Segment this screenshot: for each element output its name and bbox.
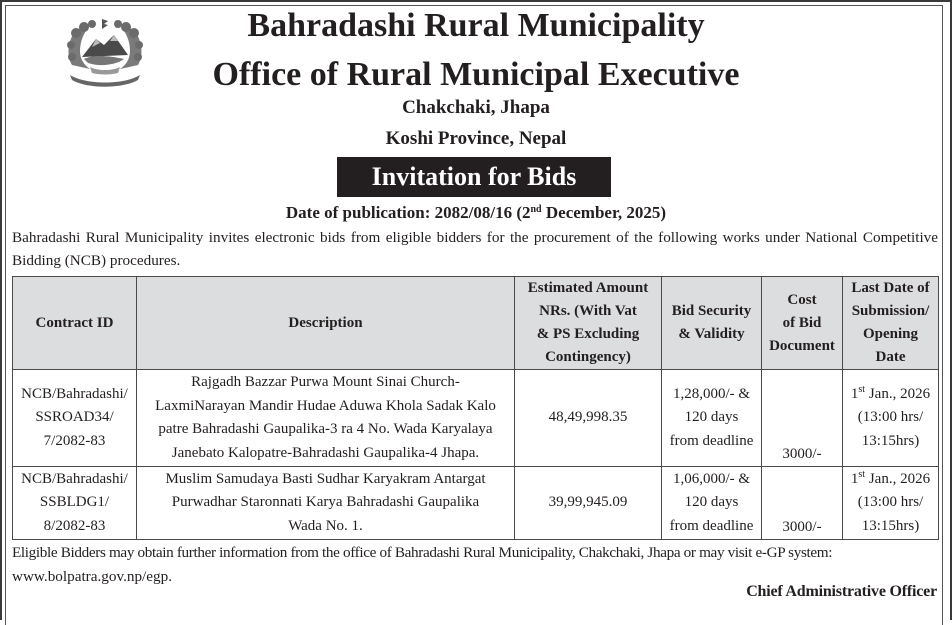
date-day: 1: [850, 470, 859, 487]
header-line: Cost: [787, 291, 817, 308]
cell-last-date: [843, 370, 939, 467]
cell-line: LaxmiNarayan Mandir Hudae Aduwa Khola Sadak Kalo: [155, 397, 496, 414]
bids-table: [12, 276, 939, 540]
cell-line: from deadline: [669, 432, 754, 449]
cell-cost: 3000/-: [762, 467, 843, 540]
cell-bid-security: [662, 467, 762, 540]
header-cost-of-bid-document: [762, 277, 843, 370]
header-line: Contingency): [545, 349, 631, 365]
cell-line: 13:15hrs): [861, 517, 920, 534]
cell-line: patre Bahradashi Gaupalika-3 ra 4 No. Wada Karyalaya: [158, 421, 493, 437]
cell-line: SSROAD34/: [35, 409, 114, 426]
cell-line: from deadline: [669, 517, 754, 534]
header-last-date: [843, 277, 939, 370]
cell-line: (13:00 hrs/: [857, 409, 924, 426]
cell-line: 1,06,000/- &: [672, 470, 751, 487]
cell-line: Rajgadh Bazzar Purwa Mount Sinai Church-: [191, 374, 460, 390]
cell-line: 120 days: [684, 409, 739, 426]
cell-description: [137, 467, 515, 540]
header-line: & Validity: [678, 326, 745, 342]
title-line-1: Bahradashi Rural Municipality: [247, 7, 705, 44]
cell-line: SSBLDG1/: [39, 494, 110, 511]
publication-date-prefix: Date of publication: 2082/08/16 (2: [285, 203, 531, 222]
cell-line: 8/2082-83: [43, 517, 106, 534]
cell-line: (13:00 hrs/: [857, 494, 924, 511]
cell-line: Wada No. 1.: [288, 517, 363, 534]
header-line: NRs. (With Vat: [539, 303, 637, 319]
address-line-1: Chakchaki, Jhapa: [402, 97, 550, 118]
cell-description: [137, 370, 515, 467]
cell-contract-id: [13, 467, 137, 540]
office-title: [0, 53, 952, 97]
cell-line: NCB/Bahradashi/: [21, 385, 128, 402]
header-line: Estimated Amount: [527, 280, 649, 296]
cell-line: [845, 468, 936, 492]
header-estimated-amount: [515, 277, 662, 370]
table-row: [13, 370, 939, 467]
table-row: [13, 467, 939, 540]
header-line: Submission/: [851, 303, 930, 319]
cell-line: NCB/Bahradashi/: [21, 470, 128, 487]
date-sup: st: [858, 383, 866, 395]
notice-heading: Invitation for Bids: [337, 157, 611, 197]
cell-line: 13:15hrs): [861, 432, 920, 449]
header-description: Description: [137, 277, 515, 370]
cell-estimated-amount: 48,49,998.35: [515, 370, 662, 467]
header-line: Opening: [862, 326, 919, 342]
header-line: Last Date of: [851, 280, 930, 296]
title-line-2: Office of Rural Municipal Executive: [212, 56, 740, 93]
date-rest: Jan., 2026: [865, 385, 931, 402]
header-bid-security: [662, 277, 762, 370]
publication-date-suffix: December, 2025): [541, 203, 667, 222]
cell-line: Purwadhar Staronnati Karya Bahradashi Gaupalika: [171, 494, 480, 511]
cell-line: 1,28,000/- &: [672, 385, 751, 402]
table-header-row: [13, 277, 939, 370]
cell-bid-security: [662, 370, 762, 467]
cell-line: Janebato Kalopatre-Bahradashi Gaupalika-4 Jhapa.: [171, 444, 480, 461]
cell-cost: 3000/-: [762, 370, 843, 467]
header-line: Date: [875, 349, 906, 365]
signature-title: Chief Administrative Officer: [746, 583, 937, 600]
header-line: Bid Security: [671, 303, 752, 319]
intro-paragraph: Bahradashi Rural Municipality invites electronic bids from eligible bidders for the procurement of the following works under National Competitive Bidding (NCB) procedures.: [12, 229, 938, 269]
header-contract-id: Contract ID: [13, 277, 137, 370]
cell-line: [845, 383, 936, 407]
date-rest: Jan., 2026: [865, 470, 931, 487]
header-line: Document: [769, 337, 835, 354]
footer-text: Eligible Bidders may obtain further information from the office of Bahradashi Rural Municipality, Chakchaki, Jhapa or may visit e-GP system:: [12, 544, 833, 561]
cell-line: Muslim Samudaya Basti Sudhar Karyakram Antargat: [165, 470, 486, 487]
cell-last-date: [843, 467, 939, 540]
cell-estimated-amount: 39,99,945.09: [515, 467, 662, 540]
publication-date: [0, 201, 952, 225]
header-line: of Bid: [782, 314, 822, 331]
publication-date-sup: nd: [530, 204, 542, 215]
cell-contract-id: [13, 370, 137, 467]
cell-line: 120 days: [684, 494, 739, 511]
address-line-2: Koshi Province, Nepal: [385, 128, 567, 149]
header-line: & PS Excluding: [536, 326, 640, 342]
egp-link[interactable]: www.bolpatra.gov.np/egp.: [12, 568, 172, 585]
cell-line: 7/2082-83: [43, 432, 106, 449]
date-sup: st: [858, 468, 866, 480]
date-day: 1: [850, 385, 859, 402]
municipality-title: [0, 4, 952, 48]
